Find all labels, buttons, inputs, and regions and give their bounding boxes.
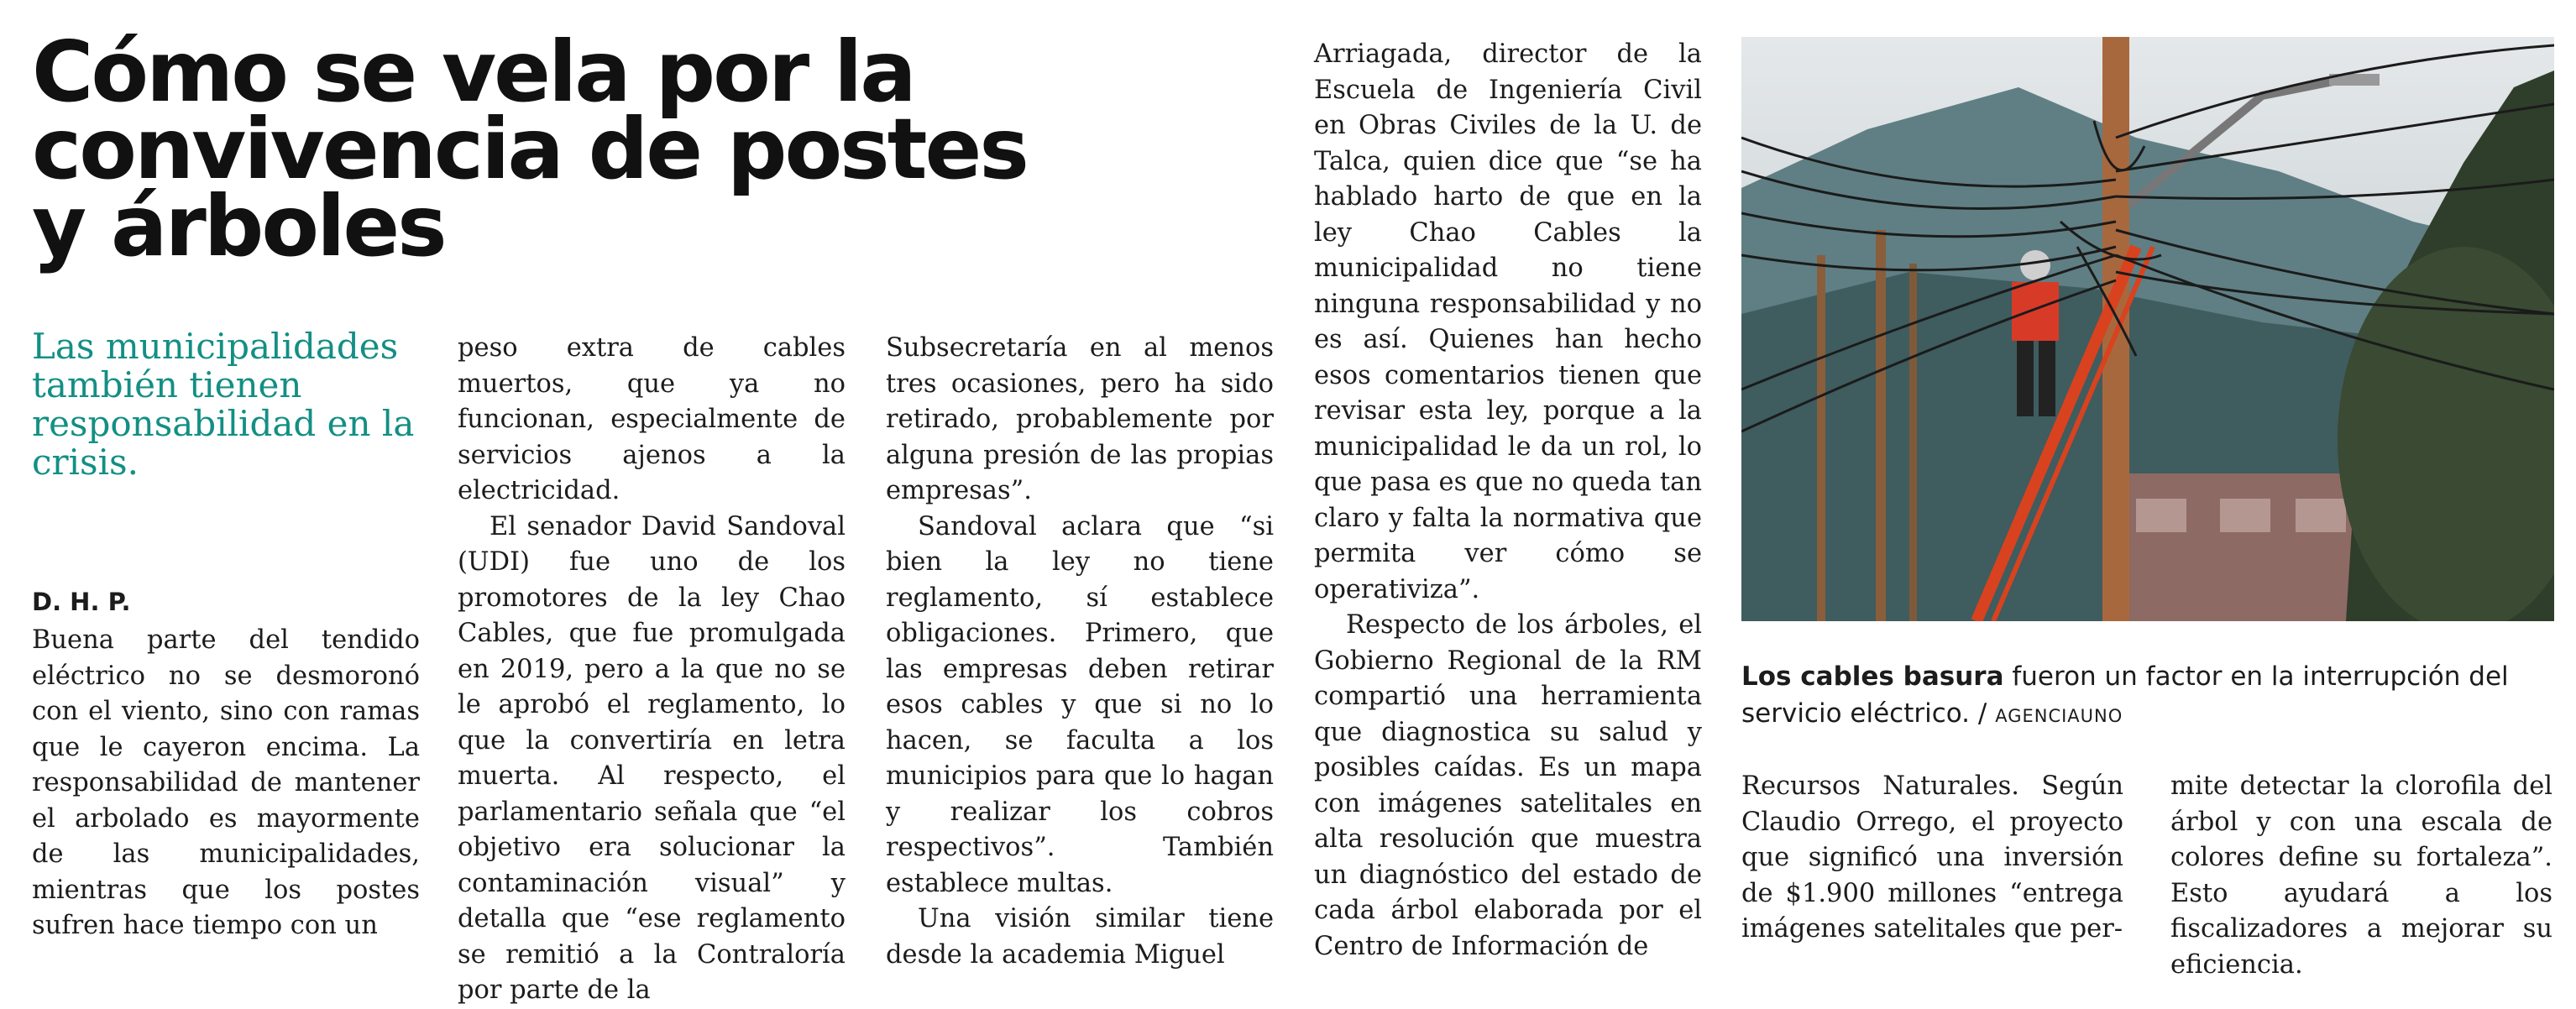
article-column-3: [886, 331, 1274, 973]
paragraph: Arriagada, director de la Escuela de Ingeniería Civil en Obras Civiles de la U. de Talca, quien dice que “se ha hablado harto de que en la ley Chao Cables la municipalidad no tiene ninguna responsabilidad y no es así. Quienes han hecho esos comentarios tienen que revisar esta ley, porque a la municipalidad le da un rol, lo que pasa es que no queda tan claro y falta la normativa que permita ver cómo se operativiza”.: [1314, 39, 1702, 604]
paragraph: Recursos Naturales. Según Claudio Orrego, el proyecto que significó una inversión de $1.900 millones “entrega imágenes satelitales que per-: [1741, 771, 2123, 944]
deck-subtitle: Las municipalidades también tienen responsabilidad en la crisis.: [32, 326, 415, 483]
photo-caption: [1741, 658, 2554, 735]
paragraph: mite detectar la clorofila del árbol y con una escala de colores define su fortaleza”. Esto ayudará a los fiscalizadores a mejorar su eficiencia.: [2170, 771, 2552, 980]
article-column-4: [1314, 37, 1702, 965]
article-column-1: [32, 623, 420, 944]
paragraph: Buena parte del tendido eléctrico no se desmoronó con el viento, sino con ramas que le cayeron encima. La responsabilidad de mantener el arbolado es mayormente de las municipalidades, mientras que los postes sufren hace tiempo con un: [32, 625, 420, 940]
article-column-2: [458, 331, 846, 1009]
byline: D. H. P.: [32, 588, 131, 616]
caption-lead: Los cables basura: [1741, 661, 2004, 692]
paragraph: Subsecretaría en al menos tres ocasiones, pero ha sido retirado, probablemente por alguna presión de las propias empresas”.: [886, 333, 1274, 505]
photo-credit: AGENCIAUNO: [1995, 706, 2123, 726]
paragraph: Respecto de los árboles, el Gobierno Regional de la RM compartió una herramienta que diagnostica su salud y posibles caídas. Es un mapa con imágenes satelitales en alta resolución que muestra un diagnóstico del estado de cada árbol elaborada por el Centro de Información de: [1314, 610, 1702, 961]
paragraph: El senador David Sandoval (UDI) fue uno de los promotores de la ley Chao Cables, que fue promulgada en 2019, pero a la que no se le aprobó el reglamento, lo que la convertiría en letra muerta. Al respecto, el parlamentario señala que “el objetivo era solucionar la contaminación visual” y detalla que “ese reglamento se remitió a la Contraloría por parte de la: [458, 511, 846, 1005]
article-column-5: [1741, 769, 2123, 948]
article-column-6: [2170, 769, 2552, 983]
paragraph: peso extra de cables muertos, que ya no funcionan, especialmente de servicios ajenos a la electricidad.: [458, 333, 846, 505]
paragraph: Una visión similar tiene desde la academia Miguel: [886, 904, 1274, 970]
caption-text: fueron un factor en la interrupción del servicio eléctrico. /: [1741, 661, 2509, 729]
paragraph: Sandoval aclara que “si bien la ley no tiene reglamento, sí establece obligaciones. Primero, que las empresas deben retirar esos cables y que si no lo hacen, se faculta a los municipios para que lo hagan y realizar los cobros respectivos”. También establece multas.: [886, 511, 1274, 898]
headline: Cómo se vela por la convivencia de postes y árboles: [32, 23, 1027, 275]
news-photo: [1741, 37, 2554, 621]
